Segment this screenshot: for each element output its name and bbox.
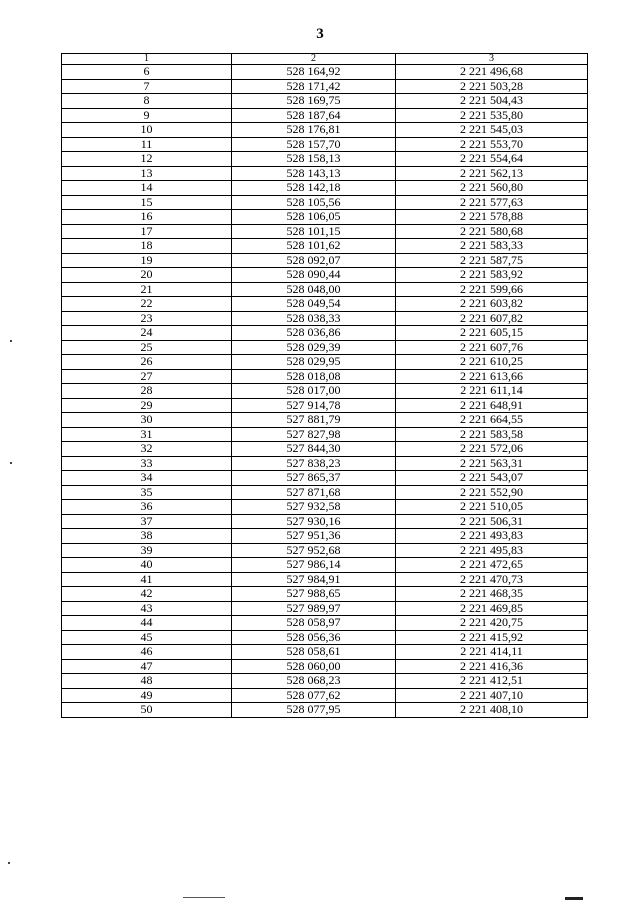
point-number-cell: 26 (62, 355, 232, 370)
table-row (62, 413, 588, 428)
y-coordinate-cell: 2 221 563,31 (396, 456, 588, 471)
point-number-cell: 14 (62, 181, 232, 196)
table-row (62, 688, 588, 703)
table-row (62, 587, 588, 602)
y-coordinate-cell: 2 221 510,05 (396, 500, 588, 515)
x-coordinate-cell: 527 838,23 (232, 456, 396, 471)
table-row (62, 195, 588, 210)
column-header-1: 1 (62, 54, 232, 65)
y-coordinate-cell: 2 221 468,35 (396, 587, 588, 602)
table-row (62, 485, 588, 500)
y-coordinate-cell: 2 221 545,03 (396, 123, 588, 138)
x-coordinate-cell: 528 068,23 (232, 674, 396, 689)
x-coordinate-cell: 527 986,14 (232, 558, 396, 573)
table-row (62, 514, 588, 529)
y-coordinate-cell: 2 221 578,88 (396, 210, 588, 225)
point-number-cell: 48 (62, 674, 232, 689)
table-row (62, 253, 588, 268)
x-coordinate-cell: 528 058,97 (232, 616, 396, 631)
point-number-cell: 45 (62, 630, 232, 645)
point-number-cell: 30 (62, 413, 232, 428)
x-coordinate-cell: 527 984,91 (232, 572, 396, 587)
point-number-cell: 18 (62, 239, 232, 254)
table-row (62, 210, 588, 225)
table-row (62, 703, 588, 718)
x-coordinate-cell: 527 951,36 (232, 529, 396, 544)
x-coordinate-cell: 527 881,79 (232, 413, 396, 428)
table-body (62, 65, 588, 718)
point-number-cell: 15 (62, 195, 232, 210)
table-row (62, 616, 588, 631)
point-number-cell: 49 (62, 688, 232, 703)
y-coordinate-cell: 2 221 415,92 (396, 630, 588, 645)
point-number-cell: 32 (62, 442, 232, 457)
y-coordinate-cell: 2 221 535,80 (396, 108, 588, 123)
point-number-cell: 39 (62, 543, 232, 558)
x-coordinate-cell: 527 844,30 (232, 442, 396, 457)
point-number-cell: 44 (62, 616, 232, 631)
point-number-cell: 29 (62, 398, 232, 413)
x-coordinate-cell: 527 952,68 (232, 543, 396, 558)
y-coordinate-cell: 2 221 412,51 (396, 674, 588, 689)
y-coordinate-cell: 2 221 560,80 (396, 181, 588, 196)
page-number: 3 (316, 26, 324, 42)
point-number-cell: 7 (62, 79, 232, 94)
point-number-cell: 16 (62, 210, 232, 225)
point-number-cell: 33 (62, 456, 232, 471)
point-number-cell: 24 (62, 326, 232, 341)
point-number-cell: 37 (62, 514, 232, 529)
x-coordinate-cell: 528 090,44 (232, 268, 396, 283)
point-number-cell: 43 (62, 601, 232, 616)
table-row (62, 442, 588, 457)
y-coordinate-cell: 2 221 583,58 (396, 427, 588, 442)
table-row (62, 166, 588, 181)
point-number-cell: 40 (62, 558, 232, 573)
point-number-cell: 28 (62, 384, 232, 399)
point-number-cell: 31 (62, 427, 232, 442)
y-coordinate-cell: 2 221 587,75 (396, 253, 588, 268)
table-row (62, 572, 588, 587)
table-row (62, 645, 588, 660)
x-coordinate-cell: 528 048,00 (232, 282, 396, 297)
point-number-cell: 38 (62, 529, 232, 544)
y-coordinate-cell: 2 221 611,14 (396, 384, 588, 399)
coordinates-table (61, 53, 588, 718)
column-header-3: 3 (396, 54, 588, 65)
x-coordinate-cell: 528 060,00 (232, 659, 396, 674)
x-coordinate-cell: 528 056,36 (232, 630, 396, 645)
table-row (62, 471, 588, 486)
point-number-cell: 19 (62, 253, 232, 268)
table-row (62, 456, 588, 471)
y-coordinate-cell: 2 221 553,70 (396, 137, 588, 152)
point-number-cell: 13 (62, 166, 232, 181)
x-coordinate-cell: 527 865,37 (232, 471, 396, 486)
x-coordinate-cell: 527 827,98 (232, 427, 396, 442)
y-coordinate-cell: 2 221 607,76 (396, 340, 588, 355)
table-row (62, 398, 588, 413)
table-row (62, 79, 588, 94)
table-row (62, 558, 588, 573)
x-coordinate-cell: 528 077,62 (232, 688, 396, 703)
x-coordinate-cell: 528 049,54 (232, 297, 396, 312)
y-coordinate-cell: 2 221 469,85 (396, 601, 588, 616)
scan-speck (10, 340, 12, 342)
x-coordinate-cell: 528 176,81 (232, 123, 396, 138)
scan-line (565, 897, 583, 900)
y-coordinate-cell: 2 221 416,36 (396, 659, 588, 674)
table-row (62, 181, 588, 196)
x-coordinate-cell: 528 164,92 (232, 65, 396, 80)
y-coordinate-cell: 2 221 414,11 (396, 645, 588, 660)
table-row (62, 239, 588, 254)
table-row (62, 601, 588, 616)
table-row (62, 282, 588, 297)
x-coordinate-cell: 528 157,70 (232, 137, 396, 152)
x-coordinate-cell: 528 143,13 (232, 166, 396, 181)
point-number-cell: 20 (62, 268, 232, 283)
table-row (62, 108, 588, 123)
table-row (62, 384, 588, 399)
point-number-cell: 47 (62, 659, 232, 674)
point-number-cell: 10 (62, 123, 232, 138)
x-coordinate-cell: 528 187,64 (232, 108, 396, 123)
point-number-cell: 17 (62, 224, 232, 239)
scan-speck (10, 462, 12, 464)
y-coordinate-cell: 2 221 420,75 (396, 616, 588, 631)
x-coordinate-cell: 528 029,39 (232, 340, 396, 355)
y-coordinate-cell: 2 221 577,63 (396, 195, 588, 210)
point-number-cell: 9 (62, 108, 232, 123)
y-coordinate-cell: 2 221 495,83 (396, 543, 588, 558)
y-coordinate-cell: 2 221 506,31 (396, 514, 588, 529)
x-coordinate-cell: 527 930,16 (232, 514, 396, 529)
point-number-cell: 27 (62, 369, 232, 384)
x-coordinate-cell: 528 029,95 (232, 355, 396, 370)
x-coordinate-cell: 527 989,97 (232, 601, 396, 616)
point-number-cell: 42 (62, 587, 232, 602)
y-coordinate-cell: 2 221 503,28 (396, 79, 588, 94)
table-row (62, 427, 588, 442)
y-coordinate-cell: 2 221 572,06 (396, 442, 588, 457)
point-number-cell: 46 (62, 645, 232, 660)
table-row (62, 137, 588, 152)
table-row (62, 340, 588, 355)
y-coordinate-cell: 2 221 543,07 (396, 471, 588, 486)
x-coordinate-cell: 528 158,13 (232, 152, 396, 167)
y-coordinate-cell: 2 221 583,92 (396, 268, 588, 283)
point-number-cell: 12 (62, 152, 232, 167)
x-coordinate-cell: 528 101,62 (232, 239, 396, 254)
table-row (62, 500, 588, 515)
table-row (62, 659, 588, 674)
x-coordinate-cell: 528 018,08 (232, 369, 396, 384)
x-coordinate-cell: 528 105,56 (232, 195, 396, 210)
x-coordinate-cell: 528 017,00 (232, 384, 396, 399)
point-number-cell: 36 (62, 500, 232, 515)
table-row (62, 94, 588, 109)
x-coordinate-cell: 528 077,95 (232, 703, 396, 718)
y-coordinate-cell: 2 221 603,82 (396, 297, 588, 312)
y-coordinate-cell: 2 221 610,25 (396, 355, 588, 370)
table-row (62, 369, 588, 384)
point-number-cell: 22 (62, 297, 232, 312)
table-row (62, 630, 588, 645)
x-coordinate-cell: 528 142,18 (232, 181, 396, 196)
y-coordinate-cell: 2 221 496,68 (396, 65, 588, 80)
table-row (62, 152, 588, 167)
x-coordinate-cell: 527 988,65 (232, 587, 396, 602)
x-coordinate-cell: 528 092,07 (232, 253, 396, 268)
table-row (62, 268, 588, 283)
y-coordinate-cell: 2 221 583,33 (396, 239, 588, 254)
point-number-cell: 41 (62, 572, 232, 587)
y-coordinate-cell: 2 221 562,13 (396, 166, 588, 181)
x-coordinate-cell: 528 101,15 (232, 224, 396, 239)
y-coordinate-cell: 2 221 599,66 (396, 282, 588, 297)
point-number-cell: 8 (62, 94, 232, 109)
table-row (62, 529, 588, 544)
scan-line (183, 897, 225, 898)
y-coordinate-cell: 2 221 607,82 (396, 311, 588, 326)
y-coordinate-cell: 2 221 664,55 (396, 413, 588, 428)
point-number-cell: 25 (62, 340, 232, 355)
table-header-row (62, 54, 588, 65)
table-row (62, 674, 588, 689)
point-number-cell: 35 (62, 485, 232, 500)
x-coordinate-cell: 528 169,75 (232, 94, 396, 109)
y-coordinate-cell: 2 221 408,10 (396, 703, 588, 718)
y-coordinate-cell: 2 221 580,68 (396, 224, 588, 239)
table-row (62, 297, 588, 312)
x-coordinate-cell: 528 058,61 (232, 645, 396, 660)
x-coordinate-cell: 527 871,68 (232, 485, 396, 500)
y-coordinate-cell: 2 221 613,66 (396, 369, 588, 384)
point-number-cell: 21 (62, 282, 232, 297)
scan-speck (8, 862, 10, 864)
y-coordinate-cell: 2 221 407,10 (396, 688, 588, 703)
y-coordinate-cell: 2 221 552,90 (396, 485, 588, 500)
y-coordinate-cell: 2 221 648,91 (396, 398, 588, 413)
point-number-cell: 11 (62, 137, 232, 152)
point-number-cell: 23 (62, 311, 232, 326)
y-coordinate-cell: 2 221 504,43 (396, 94, 588, 109)
table-row (62, 355, 588, 370)
y-coordinate-cell: 2 221 554,64 (396, 152, 588, 167)
y-coordinate-cell: 2 221 605,15 (396, 326, 588, 341)
point-number-cell: 34 (62, 471, 232, 486)
x-coordinate-cell: 528 106,05 (232, 210, 396, 225)
x-coordinate-cell: 528 038,33 (232, 311, 396, 326)
point-number-cell: 6 (62, 65, 232, 80)
y-coordinate-cell: 2 221 472,65 (396, 558, 588, 573)
table-row (62, 326, 588, 341)
x-coordinate-cell: 528 171,42 (232, 79, 396, 94)
table-row (62, 311, 588, 326)
table-row (62, 224, 588, 239)
x-coordinate-cell: 527 914,78 (232, 398, 396, 413)
x-coordinate-cell: 528 036,86 (232, 326, 396, 341)
table-row (62, 123, 588, 138)
x-coordinate-cell: 527 932,58 (232, 500, 396, 515)
y-coordinate-cell: 2 221 470,73 (396, 572, 588, 587)
y-coordinate-cell: 2 221 493,83 (396, 529, 588, 544)
table-row (62, 543, 588, 558)
point-number-cell: 50 (62, 703, 232, 718)
column-header-2: 2 (232, 54, 396, 65)
table-row (62, 65, 588, 80)
